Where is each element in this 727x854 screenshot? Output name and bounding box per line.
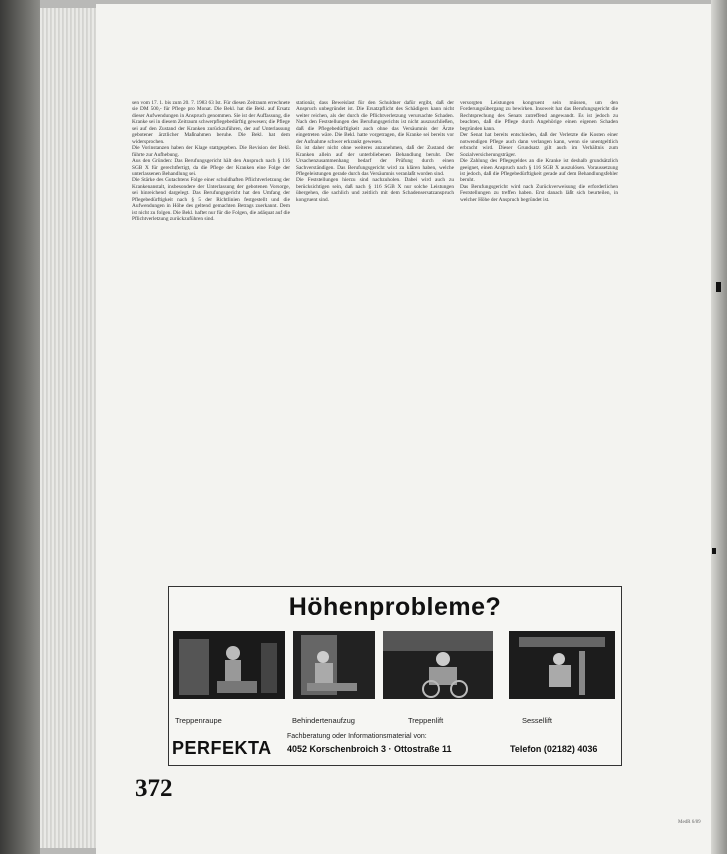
column-2-text: stationär, dass Beweislast für den Schuldner dafür ergibt, daß der Anspruch unbegründet ist. Die Ersatzpflicht des Schädigers kann nicht weiter reichen, als der durch die Pflichtverletzung verursachte Schaden. Nach den Feststellungen des Berufungsgerichts ist nicht auszuschließen, daß die Pflegebedürftigkeit auch ohne das Versäumnis der Ärzte eingetreten wäre. Die Bekl. hatte vorgetragen, die Kranke sei bereits vor der Aufnahme schwer erkrankt gewesen. Es ist daher nicht ohne weiteres anzunehmen, daß der Zustand der Kranken allein auf der unterbliebenen Behandlung beruht. Der Ursachenzusammenhang bedarf der Prüfung durch einen Sachverständigen. Das Berufungsgericht wird zu klären haben, welche Pflegeleistungen gerade durch das Versäumnis veranlaßt worden sind. Die Feststellungen hierzu sind nachzuholen. Dabei wird auch zu berücksichtigen sein, daß nach § 116 SGB X nur solche Leistungen übergehen, die sachlich und zeitlich mit dem Schadensersatzanspruch kongruent sind.: [296, 100, 454, 203]
caption-stairway-crawler: Treppenraupe: [175, 716, 222, 725]
ad-contact-line: Fachberatung oder Informationsmaterial von:: [287, 733, 427, 740]
ad-brand-name: PERFEKTA: [172, 738, 272, 758]
margin-mark: [712, 548, 716, 554]
ad-phone: Telefon (02182) 4036: [510, 744, 598, 754]
photo-seat-lift: [509, 631, 615, 699]
ad-headline: Höhenprobleme?: [288, 593, 502, 621]
text-column-2: [296, 100, 454, 570]
page-edges: [40, 8, 100, 848]
photo-stair-lift: [383, 631, 493, 699]
photo-wheelchair-platform: [293, 631, 375, 699]
caption-wheelchair-platform: Behindertenaufzug: [292, 716, 355, 725]
caption-stair-lift: Treppenlift: [408, 716, 444, 725]
column-1-text: sen vom 17. 1. bis zum 20. 7. 1983 63 Ist. Für diesen Zeitraum errechnete sie DM 500,- für Pflege pro Monat. Die Bekl. hat die Bekl. auf Ersatz dieser Aufwendungen in Anspruch genommen. Sie ist der Auffassung, die Kranke sei in diesem Zeitraum schwerpflegebedürftig gewesen; die Pflege sei auf den Zustand der Kranken zurückzuführen, der auf Unterlassung gebotener ärztlicher Maßnahmen beruhe. Die Bekl. hat dem widersprochen. Die Vorinstanzen haben der Klage stattgegeben. Die Revision der Bekl. führte zur Aufhebung. Aus den Gründen: Das Berufungsgericht hält den Anspruch nach § 116 SGB X für gerechtfertigt, da die Pflege der Kranken eine Folge der unterlassenen Behandlung sei. Die Stärke des Gutachtens Folge einer schuldhaften Pflichtverletzung der Krankenanstalt, insbesondere der Unterlassung der gebotenen Vorsorge, sei hinreichend dargelegt. Das Berufungsgericht hat den Umfang der Pflegebedürftigkeit nach § 5 der Richtlinien festgestellt und die Aufwendungen in Höhe des geltend gemachten Betrags zuerkannt. Dem ist nicht zu folgen. Die Bekl. haftet nur für die Folgen, die adäquat auf die Pflichtverletzung zurückzuführen sind.: [132, 100, 290, 223]
ad-address: 4052 Korschenbroich 3 · Ottostraße 11: [287, 744, 452, 754]
caption-seat-lift: Sessellift: [522, 716, 553, 725]
margin-mark: [716, 282, 721, 292]
text-column-1: [132, 100, 290, 570]
page-number: 372: [135, 775, 173, 802]
photo-stairway-crawler: [173, 631, 285, 699]
column-3-text: versorgten Leistungen kongruent sein müssen, um den Forderungsübergang zu bewirken. Insoweit hat das Berufungsgericht die Rechtsprechung des Senats zutreffend angewandt. Es ist jedoch zu beachten, daß die Pflege durch Angehörige einen eigenen Schaden begründen kann. Der Senat hat bereits entschieden, daß der Verletzte die Kosten einer notwendigen Pflege auch dann verlangen kann, wenn sie unentgeltlich erbracht wird. Dieser Grundsatz gilt auch im Verhältnis zum Sozialversicherungsträger. Die Zahlung des Pflegegeldes an die Kranke ist deshalb grundsätzlich geeignet, einen Anspruch nach § 116 SGB X auszulösen. Voraussetzung ist jedoch, daß die Pflegebedürftigkeit gerade auf dem Behandlungsfehler beruht. Das Berufungsgericht wird nach Zurückverweisung die erforderlichen Feststellungen zu treffen haben. Erst danach läßt sich beurteilen, in welcher Höhe der Anspruch begründet ist.: [460, 100, 618, 203]
footer-journal-ref: MedR 6/89: [678, 820, 701, 825]
text-column-3: [460, 100, 618, 570]
binding-shadow: [0, 0, 40, 854]
right-page-edge: [711, 0, 727, 854]
